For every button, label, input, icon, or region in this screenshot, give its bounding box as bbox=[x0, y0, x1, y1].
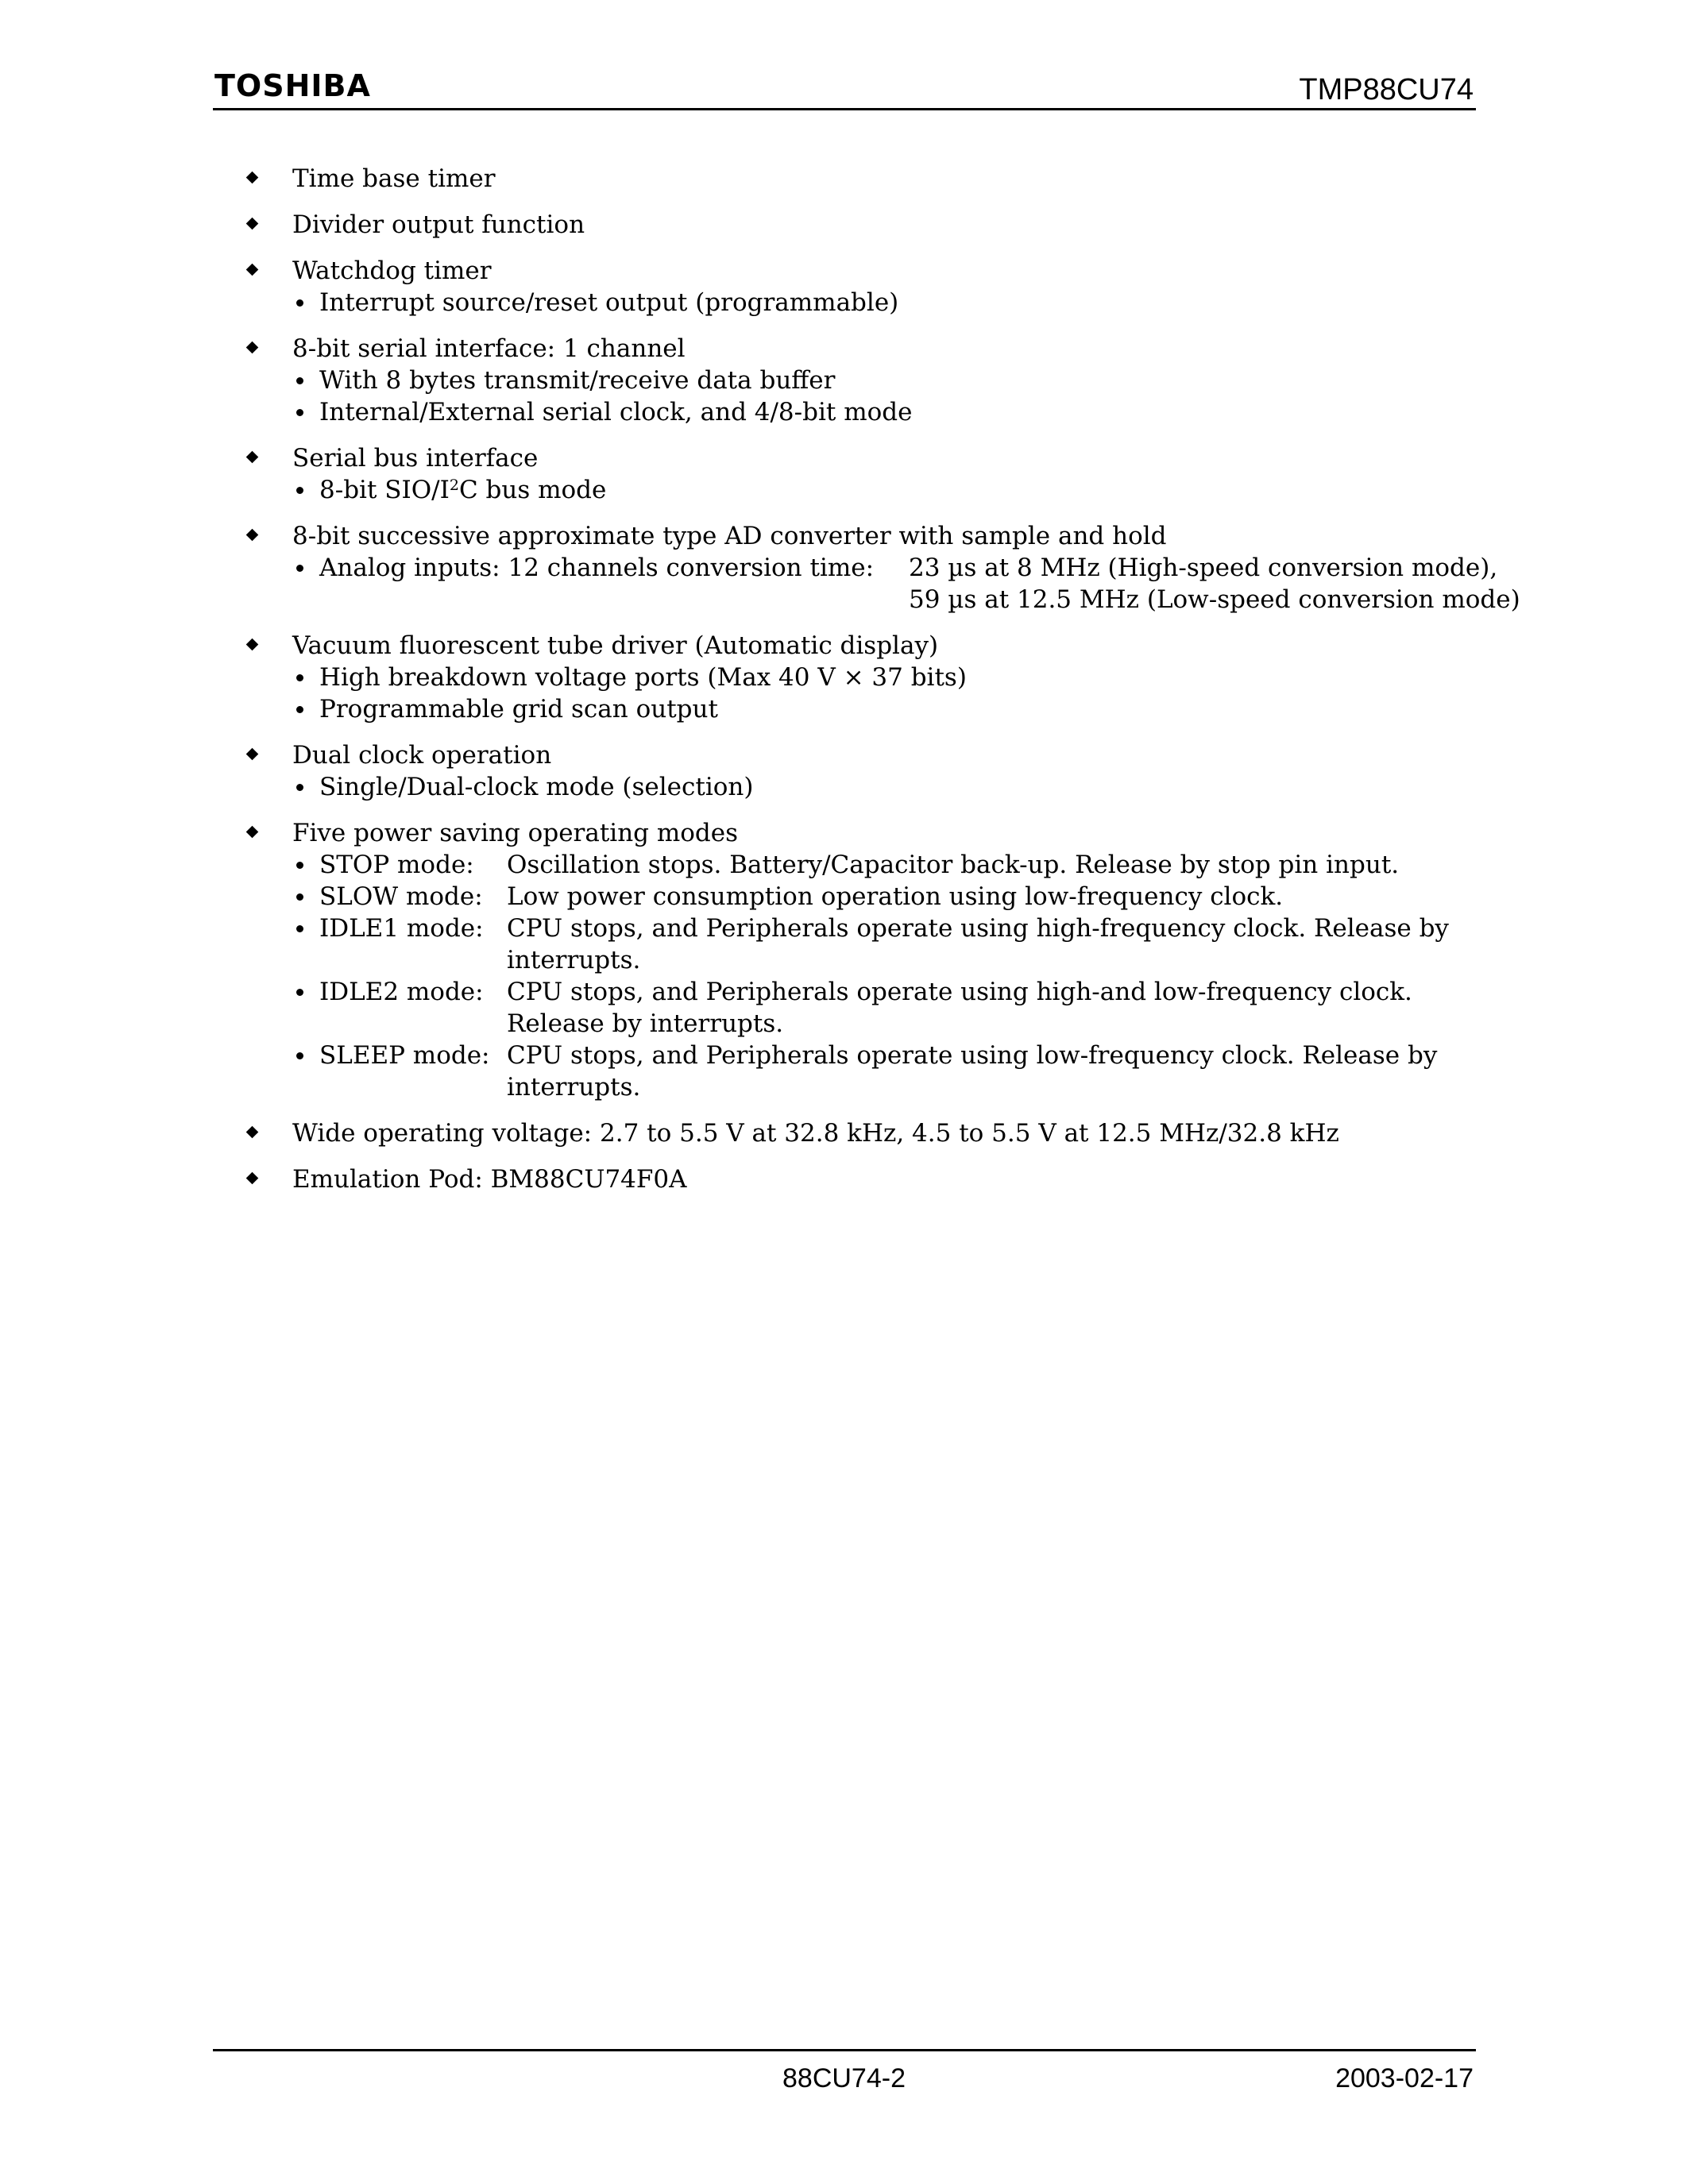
feature-list bbox=[248, 163, 1520, 1195]
feature-title: Watchdog timer bbox=[292, 257, 492, 285]
dot-bullet-icon bbox=[296, 487, 303, 494]
feature-title: Divider output function bbox=[292, 210, 585, 239]
diamond-bullet-icon bbox=[246, 826, 259, 839]
page-number: 88CU74-2 bbox=[782, 2063, 906, 2093]
diamond-bullet-icon bbox=[246, 341, 259, 354]
subitem-value: 23 µs at 8 MHz (High-speed conversion mode), 59 µs at 12.5 MHz (Low-speed conversion mode) bbox=[909, 554, 1520, 614]
dot-bullet-icon bbox=[296, 409, 303, 416]
subitem-text: Single/Dual-clock mode (selection) bbox=[319, 773, 754, 801]
dot-bullet-icon bbox=[296, 299, 303, 307]
feature-title: 8-bit serial interface: 1 channel bbox=[292, 334, 686, 363]
mode-name: SLOW mode: bbox=[319, 882, 483, 911]
diamond-bullet-icon bbox=[246, 639, 259, 651]
feature-title: 8-bit successive approximate type AD converter with sample and hold bbox=[292, 522, 1167, 550]
feature-item bbox=[248, 1163, 1487, 1195]
mode-row bbox=[292, 881, 1487, 913]
feature-subitem bbox=[292, 396, 1487, 428]
mode-description: Oscillation stops. Battery/Capacitor back-up. Release by stop pin input. bbox=[507, 851, 1400, 879]
mode-description: CPU stops, and Peripherals operate using low-frequency clock. Release by interrupts. bbox=[507, 1041, 1438, 1102]
dot-bullet-icon bbox=[296, 784, 303, 791]
dot-bullet-icon bbox=[296, 674, 303, 681]
document-date: 2003-02-17 bbox=[1335, 2063, 1474, 2093]
part-number: TMP88CU74 bbox=[1299, 73, 1474, 106]
feature-item bbox=[248, 1117, 1487, 1149]
diamond-bullet-icon bbox=[246, 748, 259, 761]
diamond-bullet-icon bbox=[246, 172, 259, 184]
feature-item bbox=[248, 739, 1487, 803]
feature-subitem bbox=[292, 693, 1487, 725]
feature-title: Vacuum fluorescent tube driver (Automatic display) bbox=[292, 631, 939, 660]
feature-subitem bbox=[292, 287, 1487, 318]
diamond-bullet-icon bbox=[246, 1172, 259, 1185]
mode-row bbox=[292, 913, 1487, 976]
feature-subitem bbox=[292, 365, 1487, 396]
dot-bullet-icon bbox=[296, 706, 303, 713]
feature-item bbox=[248, 630, 1487, 725]
feature-title: Time base timer bbox=[292, 164, 496, 193]
feature-title: Wide operating voltage: 2.7 to 5.5 V at 32.8 kHz, 4.5 to 5.5 V at 12.5 MHz/32.8 kHz bbox=[292, 1119, 1339, 1148]
header-rule bbox=[213, 108, 1476, 110]
diamond-bullet-icon bbox=[246, 264, 259, 276]
feature-item bbox=[248, 520, 1520, 615]
feature-subitem bbox=[292, 662, 1487, 693]
diamond-bullet-icon bbox=[246, 529, 259, 542]
mode-name: IDLE2 mode: bbox=[319, 978, 484, 1006]
brand-logo: TOSHIBA bbox=[214, 68, 371, 103]
dot-bullet-icon bbox=[296, 989, 303, 996]
feature-title: Dual clock operation bbox=[292, 741, 552, 770]
subitem-text: 8-bit SIO/$I^2C$ bus mode bbox=[319, 476, 607, 504]
feature-item bbox=[248, 817, 1487, 1103]
feature-title: Five power saving operating modes bbox=[292, 819, 739, 847]
dot-bullet-icon bbox=[296, 565, 303, 572]
diamond-bullet-icon bbox=[246, 451, 259, 464]
feature-item bbox=[248, 163, 1487, 195]
feature-subitem bbox=[292, 771, 1487, 803]
dot-bullet-icon bbox=[296, 862, 303, 869]
dot-bullet-icon bbox=[296, 1052, 303, 1059]
mode-row bbox=[292, 1040, 1487, 1103]
mode-name: IDLE1 mode: bbox=[319, 914, 484, 943]
diamond-bullet-icon bbox=[246, 1126, 259, 1139]
subitem-text: With 8 bytes transmit/receive data buffer bbox=[319, 366, 836, 395]
feature-title: Emulation Pod: BM88CU74F0A bbox=[292, 1165, 687, 1194]
feature-item bbox=[248, 255, 1487, 318]
feature-title: Serial bus interface bbox=[292, 444, 539, 473]
mode-row bbox=[292, 849, 1487, 881]
subitem-text: Internal/External serial clock, and 4/8-bit mode bbox=[319, 398, 913, 426]
mode-description: CPU stops, and Peripherals operate using high-and low-frequency clock. Release by interrupts. bbox=[507, 978, 1412, 1038]
mode-name: STOP mode: bbox=[319, 851, 474, 879]
feature-subitem bbox=[292, 474, 1487, 506]
dot-bullet-icon bbox=[296, 377, 303, 384]
footer-rule bbox=[213, 2049, 1476, 2051]
dot-bullet-icon bbox=[296, 925, 303, 932]
subitem-text: Interrupt source/reset output (programmable) bbox=[319, 288, 899, 317]
subitem-label: Analog inputs: 12 channels conversion time: bbox=[319, 554, 875, 582]
feature-subitem bbox=[292, 552, 1520, 615]
mode-description: CPU stops, and Peripherals operate using high-frequency clock. Release by interrupts. bbox=[507, 914, 1449, 974]
mode-name: SLEEP mode: bbox=[319, 1041, 490, 1070]
subitem-text: Programmable grid scan output bbox=[319, 695, 718, 723]
dot-bullet-icon bbox=[296, 893, 303, 901]
mode-row bbox=[292, 976, 1487, 1040]
subitem-text: High breakdown voltage ports (Max 40 V × 37 bits) bbox=[319, 663, 967, 692]
feature-item bbox=[248, 442, 1487, 506]
feature-item bbox=[248, 209, 1487, 241]
feature-item bbox=[248, 333, 1487, 428]
diamond-bullet-icon bbox=[246, 218, 259, 230]
mode-description: Low power consumption operation using low-frequency clock. bbox=[507, 882, 1284, 911]
